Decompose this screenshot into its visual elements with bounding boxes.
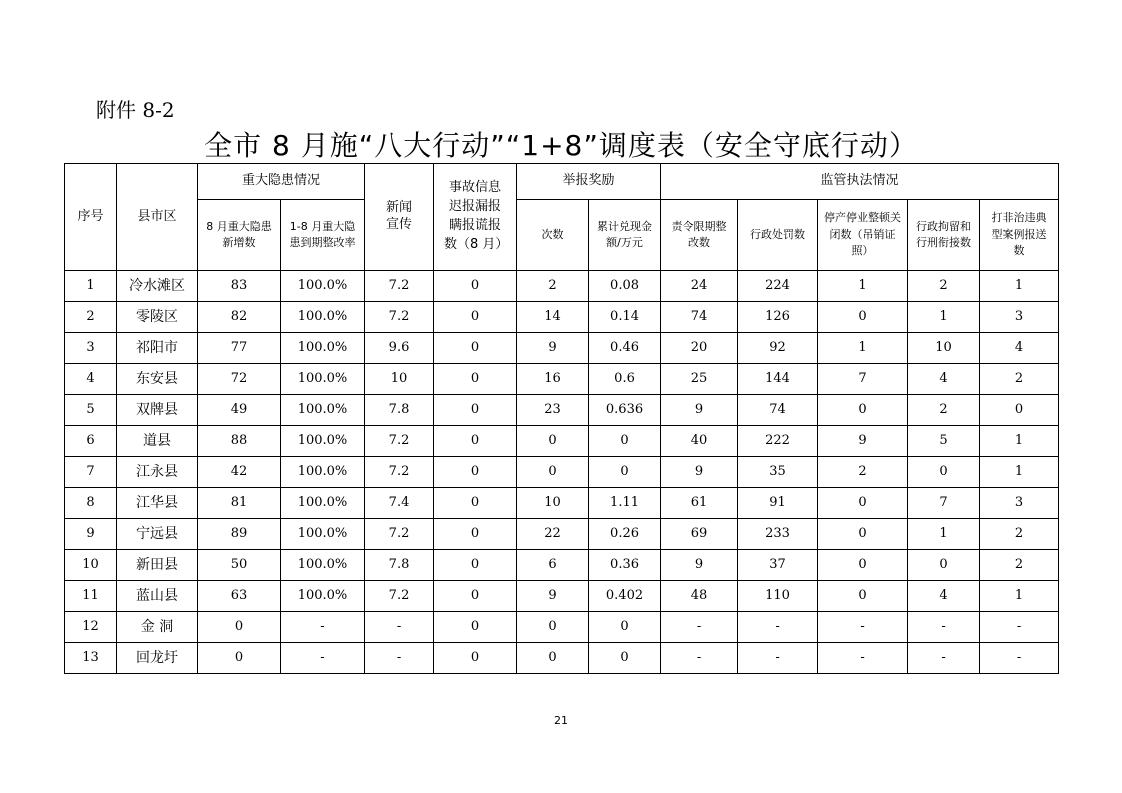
cell-times: 9 xyxy=(517,581,589,612)
cell-penalty: 233 xyxy=(738,519,818,550)
cell-times: 0 xyxy=(517,612,589,643)
cell-seq: 8 xyxy=(65,488,117,519)
cell-rect: 40 xyxy=(661,426,738,457)
cell-news: 7.2 xyxy=(365,271,434,302)
cell-county: 道县 xyxy=(117,426,198,457)
cell-penalty: 110 xyxy=(738,581,818,612)
cell-cases: 3 xyxy=(980,302,1059,333)
cell-county: 蓝山县 xyxy=(117,581,198,612)
cell-seq: 11 xyxy=(65,581,117,612)
cell-penalty: 35 xyxy=(738,457,818,488)
cell-acc: 0 xyxy=(434,395,517,426)
cell-seq: 9 xyxy=(65,519,117,550)
cell-news: 7.2 xyxy=(365,426,434,457)
cell-cases: 2 xyxy=(980,519,1059,550)
cell-close: 1 xyxy=(818,333,908,364)
cell-acc: 0 xyxy=(434,581,517,612)
cell-cash: 0.6 xyxy=(589,364,661,395)
cell-cases: 1 xyxy=(980,271,1059,302)
cell-seq: 2 xyxy=(65,302,117,333)
cell-cases: 2 xyxy=(980,550,1059,581)
cell-times: 16 xyxy=(517,364,589,395)
schedule-table xyxy=(64,163,1059,674)
cell-county: 江永县 xyxy=(117,457,198,488)
cell-new: 50 xyxy=(198,550,281,581)
page-number: 21 xyxy=(554,714,568,727)
cell-penalty: 74 xyxy=(738,395,818,426)
cell-acc: 0 xyxy=(434,364,517,395)
cell-cases: 0 xyxy=(980,395,1059,426)
header-times: 次数 xyxy=(517,200,589,271)
cell-rate: 100.0% xyxy=(281,333,365,364)
cell-detain: 1 xyxy=(908,519,980,550)
cell-penalty: 91 xyxy=(738,488,818,519)
cell-cash: 1.11 xyxy=(589,488,661,519)
cell-detain: - xyxy=(908,643,980,674)
cell-rate: 100.0% xyxy=(281,302,365,333)
header-aug-major-new: 8 月重大隐患新增数 xyxy=(198,200,281,271)
cell-news: 7.4 xyxy=(365,488,434,519)
cell-news: - xyxy=(365,643,434,674)
cell-detain: 4 xyxy=(908,581,980,612)
cell-times: 0 xyxy=(517,457,589,488)
cell-new: 49 xyxy=(198,395,281,426)
cell-times: 9 xyxy=(517,333,589,364)
cell-rate: 100.0% xyxy=(281,426,365,457)
cell-rect: 9 xyxy=(661,395,738,426)
cell-news: - xyxy=(365,612,434,643)
table-row xyxy=(65,457,1059,488)
cell-rect: - xyxy=(661,612,738,643)
cell-detain: 0 xyxy=(908,457,980,488)
table-row xyxy=(65,333,1059,364)
header-news: 新闻宣传 xyxy=(365,164,434,271)
cell-times: 6 xyxy=(517,550,589,581)
cell-times: 22 xyxy=(517,519,589,550)
cell-acc: 0 xyxy=(434,302,517,333)
cell-detain: 0 xyxy=(908,550,980,581)
cell-acc: 0 xyxy=(434,271,517,302)
header-suspend-close: 停产停业整顿关闭数（吊销证照） xyxy=(818,200,908,271)
table-row xyxy=(65,395,1059,426)
cell-rect: 9 xyxy=(661,550,738,581)
cell-detain: 4 xyxy=(908,364,980,395)
cell-acc: 0 xyxy=(434,519,517,550)
cell-cash: 0.402 xyxy=(589,581,661,612)
cell-cash: 0.14 xyxy=(589,302,661,333)
cell-times: 10 xyxy=(517,488,589,519)
header-ordered-rect: 责令限期整改数 xyxy=(661,200,738,271)
cell-rate: 100.0% xyxy=(281,550,365,581)
page-title: 全市 8 月施“八大行动”“1+8”调度表（安全守底行动） xyxy=(204,129,918,162)
cell-penalty: - xyxy=(738,643,818,674)
cell-rect: 61 xyxy=(661,488,738,519)
cell-rate: 100.0% xyxy=(281,395,365,426)
cell-detain: 7 xyxy=(908,488,980,519)
cell-acc: 0 xyxy=(434,643,517,674)
cell-rect: 74 xyxy=(661,302,738,333)
cell-detain: - xyxy=(908,612,980,643)
cell-news: 9.6 xyxy=(365,333,434,364)
cell-detain: 2 xyxy=(908,271,980,302)
cell-news: 7.2 xyxy=(365,302,434,333)
cell-new: 42 xyxy=(198,457,281,488)
cell-cash: 0.36 xyxy=(589,550,661,581)
cell-times: 14 xyxy=(517,302,589,333)
cell-cash: 0.08 xyxy=(589,271,661,302)
cell-rate: 100.0% xyxy=(281,519,365,550)
header-seq: 序号 xyxy=(65,164,117,271)
header-supervision: 监管执法情况 xyxy=(661,164,1059,200)
cell-acc: 0 xyxy=(434,457,517,488)
cell-cases: - xyxy=(980,612,1059,643)
cell-county: 金 洞 xyxy=(117,612,198,643)
cell-county: 祁阳市 xyxy=(117,333,198,364)
cell-cash: 0.46 xyxy=(589,333,661,364)
cell-cases: 1 xyxy=(980,581,1059,612)
cell-detain: 2 xyxy=(908,395,980,426)
cell-close: - xyxy=(818,643,908,674)
cell-cash: 0.636 xyxy=(589,395,661,426)
cell-rate: - xyxy=(281,643,365,674)
cell-news: 7.8 xyxy=(365,395,434,426)
header-detention-transfer: 行政拘留和行刑衔接数 xyxy=(908,200,980,271)
cell-county: 东安县 xyxy=(117,364,198,395)
cell-seq: 1 xyxy=(65,271,117,302)
cell-new: 88 xyxy=(198,426,281,457)
cell-rect: 25 xyxy=(661,364,738,395)
cell-seq: 4 xyxy=(65,364,117,395)
table-row xyxy=(65,581,1059,612)
cell-close: 1 xyxy=(818,271,908,302)
cell-acc: 0 xyxy=(434,426,517,457)
cell-cash: 0.26 xyxy=(589,519,661,550)
cell-seq: 6 xyxy=(65,426,117,457)
cell-news: 7.2 xyxy=(365,581,434,612)
cell-seq: 5 xyxy=(65,395,117,426)
cell-news: 7.8 xyxy=(365,550,434,581)
cell-rate: 100.0% xyxy=(281,488,365,519)
cell-cases: - xyxy=(980,643,1059,674)
cell-seq: 12 xyxy=(65,612,117,643)
cell-rate: 100.0% xyxy=(281,364,365,395)
cell-acc: 0 xyxy=(434,612,517,643)
header-major-hazard: 重大隐患情况 xyxy=(198,164,365,200)
cell-close: 0 xyxy=(818,550,908,581)
cell-cases: 3 xyxy=(980,488,1059,519)
header-accident-info: 事故信息迟报漏报瞒报谎报数（8 月） xyxy=(434,164,517,271)
header-typical-cases: 打非治违典型案例报送数 xyxy=(980,200,1059,271)
cell-times: 23 xyxy=(517,395,589,426)
table-row xyxy=(65,643,1059,674)
cell-seq: 10 xyxy=(65,550,117,581)
cell-detain: 1 xyxy=(908,302,980,333)
cell-penalty: - xyxy=(738,612,818,643)
cell-acc: 0 xyxy=(434,488,517,519)
cell-new: 0 xyxy=(198,643,281,674)
header-cash-total: 累计兑现金额/万元 xyxy=(589,200,661,271)
cell-cash: 0 xyxy=(589,457,661,488)
header-county: 县市区 xyxy=(117,164,198,271)
cell-cases: 4 xyxy=(980,333,1059,364)
cell-cash: 0 xyxy=(589,612,661,643)
cell-close: 0 xyxy=(818,395,908,426)
cell-cases: 1 xyxy=(980,426,1059,457)
cell-cash: 0 xyxy=(589,426,661,457)
table-row xyxy=(65,550,1059,581)
cell-rate: - xyxy=(281,612,365,643)
cell-county: 双牌县 xyxy=(117,395,198,426)
cell-new: 77 xyxy=(198,333,281,364)
cell-rect: 24 xyxy=(661,271,738,302)
cell-times: 2 xyxy=(517,271,589,302)
attachment-label: 附件 8-2 xyxy=(96,98,175,122)
cell-close: 9 xyxy=(818,426,908,457)
cell-county: 新田县 xyxy=(117,550,198,581)
table-row xyxy=(65,426,1059,457)
cell-close: 0 xyxy=(818,488,908,519)
cell-close: 0 xyxy=(818,302,908,333)
cell-cases: 2 xyxy=(980,364,1059,395)
cell-acc: 0 xyxy=(434,333,517,364)
cell-rect: 48 xyxy=(661,581,738,612)
header-jan-aug-rate: 1-8 月重大隐患到期整改率 xyxy=(281,200,365,271)
cell-rect: - xyxy=(661,643,738,674)
cell-news: 10 xyxy=(365,364,434,395)
cell-new: 0 xyxy=(198,612,281,643)
cell-seq: 3 xyxy=(65,333,117,364)
cell-rect: 20 xyxy=(661,333,738,364)
cell-cash: 0 xyxy=(589,643,661,674)
cell-county: 江华县 xyxy=(117,488,198,519)
cell-penalty: 37 xyxy=(738,550,818,581)
table-row xyxy=(65,302,1059,333)
cell-times: 0 xyxy=(517,426,589,457)
cell-seq: 13 xyxy=(65,643,117,674)
cell-rect: 69 xyxy=(661,519,738,550)
cell-news: 7.2 xyxy=(365,457,434,488)
cell-county: 零陵区 xyxy=(117,302,198,333)
cell-seq: 7 xyxy=(65,457,117,488)
cell-penalty: 222 xyxy=(738,426,818,457)
cell-new: 83 xyxy=(198,271,281,302)
cell-new: 72 xyxy=(198,364,281,395)
cell-close: 0 xyxy=(818,581,908,612)
cell-county: 回龙圩 xyxy=(117,643,198,674)
header-admin-penalty: 行政处罚数 xyxy=(738,200,818,271)
cell-rate: 100.0% xyxy=(281,271,365,302)
cell-rect: 9 xyxy=(661,457,738,488)
table-body xyxy=(65,271,1059,674)
cell-close: 0 xyxy=(818,519,908,550)
cell-rate: 100.0% xyxy=(281,581,365,612)
cell-new: 82 xyxy=(198,302,281,333)
table-row xyxy=(65,488,1059,519)
table-row xyxy=(65,612,1059,643)
cell-news: 7.2 xyxy=(365,519,434,550)
header-report-reward: 举报奖励 xyxy=(517,164,661,200)
cell-acc: 0 xyxy=(434,550,517,581)
cell-new: 89 xyxy=(198,519,281,550)
cell-rate: 100.0% xyxy=(281,457,365,488)
cell-times: 0 xyxy=(517,643,589,674)
cell-county: 宁远县 xyxy=(117,519,198,550)
table-row xyxy=(65,271,1059,302)
cell-detain: 5 xyxy=(908,426,980,457)
cell-penalty: 92 xyxy=(738,333,818,364)
cell-close: - xyxy=(818,612,908,643)
cell-cases: 1 xyxy=(980,457,1059,488)
table-row xyxy=(65,519,1059,550)
cell-close: 2 xyxy=(818,457,908,488)
cell-close: 7 xyxy=(818,364,908,395)
cell-county: 冷水滩区 xyxy=(117,271,198,302)
cell-new: 63 xyxy=(198,581,281,612)
cell-detain: 10 xyxy=(908,333,980,364)
cell-penalty: 144 xyxy=(738,364,818,395)
cell-penalty: 224 xyxy=(738,271,818,302)
cell-new: 81 xyxy=(198,488,281,519)
cell-penalty: 126 xyxy=(738,302,818,333)
table-row xyxy=(65,364,1059,395)
